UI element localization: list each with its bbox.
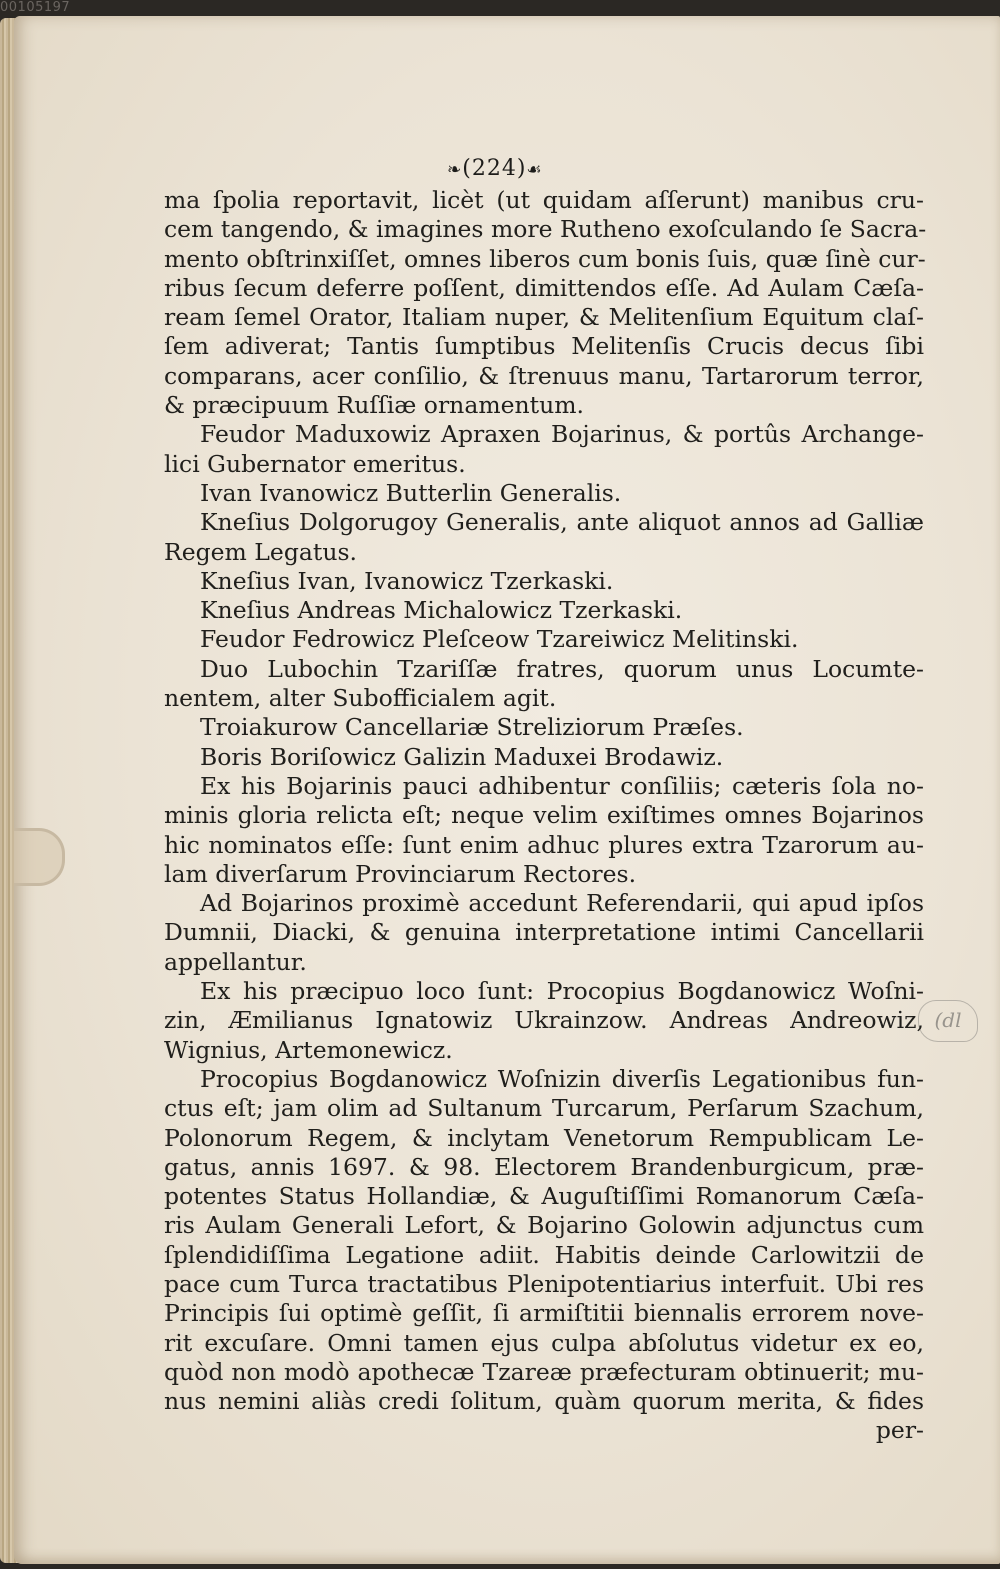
- text-line: mento obſtrinxiſſet, omnes liberos cum bonis ſuis, quæ ſinè cur-: [164, 244, 926, 273]
- text-line: hic nominatos eſſe: ſunt enim adhuc plures extra Tzarorum au-: [164, 830, 924, 859]
- text-line: ribus ſecum deferre poſſent, dimittendos eſſe. Ad Aulam Cæſa-: [164, 273, 924, 302]
- text-line: Regem Legatus.: [164, 537, 357, 566]
- text-line: pace cum Turca tractatibus Plenipotentiarius interfuit. Ubi res: [164, 1269, 924, 1298]
- text-line: Ex his præcipuo loco ſunt: Procopius Bogdanowicz Woſni-: [200, 977, 924, 1006]
- text-line: Kneſius Ivan, Ivanowicz Tzerkaski.: [200, 566, 614, 595]
- text-line: Troiakurow Cancellariæ Streliziorum Præſes.: [200, 713, 744, 742]
- text-line: minis gloria relicta eſt; neque velim exiſtimes omnes Bojarinos: [164, 801, 924, 830]
- text-line: ſplendidiſſima Legatione adiit. Habitis deinde Carlowitzii de: [164, 1240, 924, 1269]
- ornament-left-icon: ❧: [447, 160, 463, 180]
- text-line: Dumnii, Diacki, & genuina interpretatione intimi Cancellarii: [164, 918, 924, 947]
- text-line: ream ſemel Orator, Italiam nuper, & Melitenſium Equitum claſ-: [164, 303, 924, 332]
- text-line: Kneſius Andreas Michalowicz Tzerkaski.: [200, 596, 683, 625]
- text-line: ma ſpolia reportavit, licèt (ut quidam aſſerunt) manibus cru-: [164, 186, 924, 214]
- text-line: potentes Status Hollandiæ, & Auguſtiſſimi Romanorum Cæſa-: [164, 1182, 924, 1211]
- text-line: nus nemini aliàs credi ſolitum, quàm quorum merita, & fides: [164, 1387, 924, 1416]
- text-line: cem tangendo, & imagines more Rutheno exoſculando ſe Sacra-: [164, 215, 927, 244]
- text-line: rit excuſare. Omni tamen ejus culpa abſolutus videtur ex eo,: [164, 1328, 924, 1357]
- text-line: Feudor Maduxowiz Apraxen Bojarinus, & portûs Archange-: [200, 420, 924, 449]
- text-line: lici Gubernator emeritus.: [164, 449, 466, 478]
- text-line: Ivan Ivanowicz Butterlin Generalis.: [200, 478, 622, 507]
- ornament-right-icon: ☙: [526, 160, 543, 180]
- page-number: (224): [462, 156, 527, 181]
- text-line: quòd non modò apothecæ Tzareæ præfecturam obtinuerit; mu-: [164, 1357, 924, 1386]
- text-line: nentem, alter Subofficialem agit.: [164, 684, 557, 713]
- text-line: ctus eſt; jam olim ad Sultanum Turcarum, Perſarum Szachum,: [164, 1094, 924, 1123]
- margin-annotation: (dl: [918, 1000, 978, 1042]
- text-line: Principis ſui optimè geſſit, ſi armiſtitii biennalis errorem nove-: [164, 1299, 924, 1328]
- scan-id-label: 00105197: [0, 0, 71, 15]
- text-line: appellantur.: [164, 947, 307, 976]
- text-line: Duo Lubochin Tzariſſæ fratres, quorum unus Locumte-: [200, 654, 924, 683]
- text-line: Wignius, Artemonewicz.: [164, 1035, 453, 1064]
- text-line: gatus, annis 1697. & 98. Electorem Brandenburgicum, præ-: [164, 1152, 924, 1181]
- text-line: zin, Æmilianus Ignatowiz Ukrainzow. Andreas Andreowiz,: [164, 1006, 924, 1035]
- text-line: Polonorum Regem, & inclytam Venetorum Rempublicam Le-: [164, 1123, 924, 1152]
- catchword: per-: [875, 1416, 924, 1445]
- body-text: [164, 186, 927, 1446]
- text-line: comparans, acer conſilio, & ſtrenuus manu, Tartarorum terror,: [164, 361, 924, 390]
- text-line: Ad Bojarinos proximè accedunt Referendarii, qui apud ipſos: [200, 889, 924, 918]
- text-line: Boris Boriſowicz Galizin Maduxei Brodawiz.: [200, 742, 724, 771]
- text-line: Ex his Bojarinis pauci adhibentur conſiliis; cæteris ſola no-: [200, 771, 924, 800]
- text-line: lam diverſarum Provinciarum Rectores.: [164, 859, 637, 888]
- text-line: Procopius Bogdanowicz Woſnizin diverſis Legationibus fun-: [200, 1064, 924, 1093]
- text-line: ſem adiverat; Tantis ſumptibus Melitenſis Crucis decus ſibi: [164, 332, 924, 361]
- page-number-header: [447, 156, 543, 181]
- text-line: Feudor Fedrowicz Pleſceow Tzareiwicz Melitinski.: [200, 625, 799, 654]
- text-line: Kneſius Dolgorugoy Generalis, ante aliquot annos ad Galliæ: [200, 508, 924, 537]
- text-line: & præcipuum Ruſſiæ ornamentum.: [164, 391, 584, 420]
- bookmark-clip: [14, 828, 65, 886]
- text-line: ris Aulam Generali Lefort, & Bojarino Golowin adjunctus cum: [164, 1211, 924, 1240]
